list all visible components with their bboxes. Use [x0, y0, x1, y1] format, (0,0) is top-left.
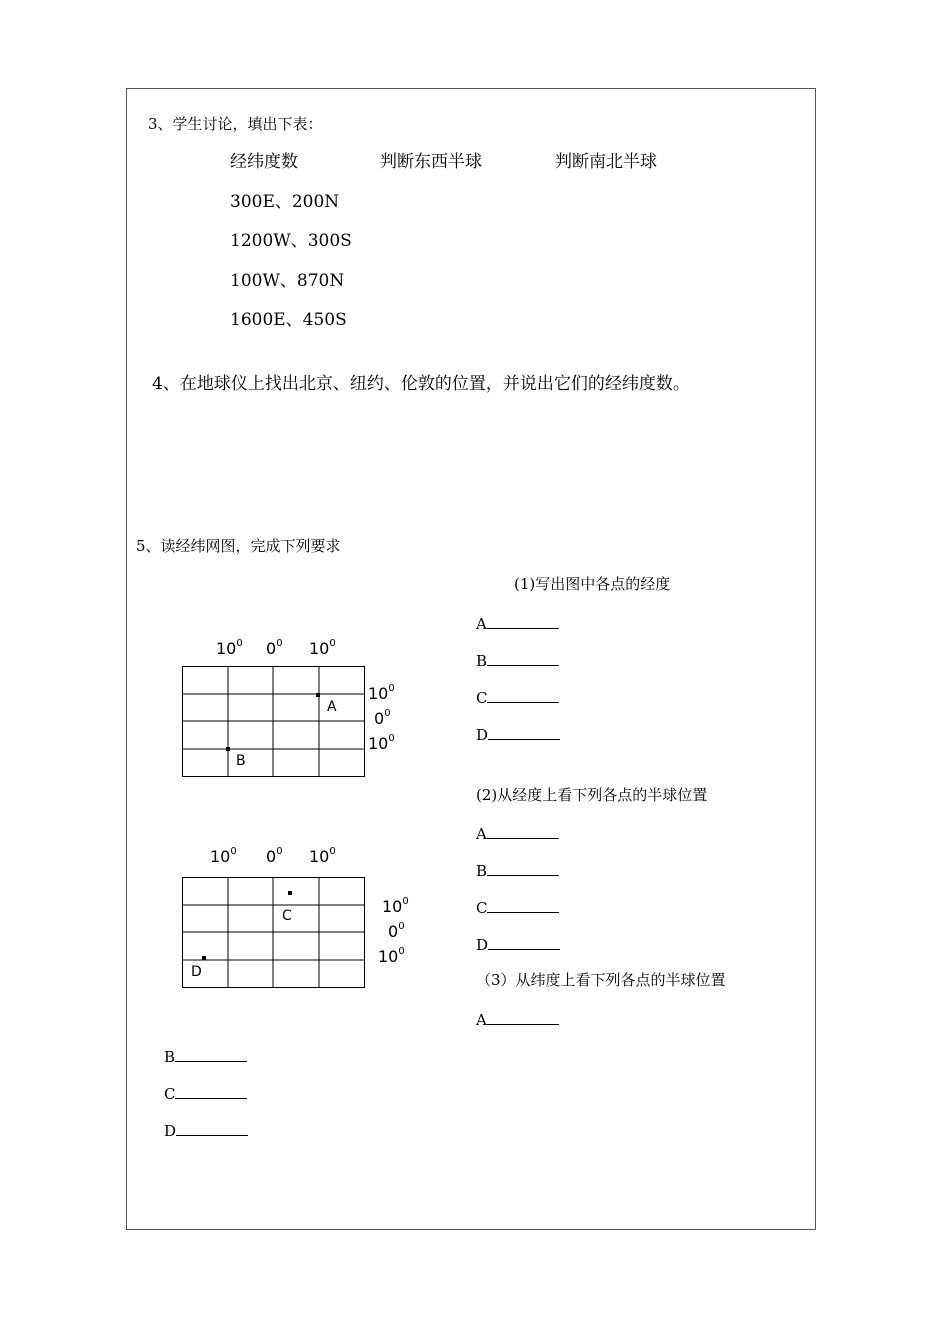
answer-3-a[interactable]: A [476, 1011, 559, 1028]
answer-3-c[interactable]: C [164, 1085, 247, 1102]
map2-lon-label-zero: $0^0$ [266, 846, 283, 866]
answer-1-c[interactable]: C [476, 689, 559, 706]
q3-header-north-south: 判断南北半球 [555, 152, 657, 172]
answer-1-d[interactable]: D [476, 726, 560, 743]
point-d-marker [202, 956, 206, 960]
graticule-grid-1 [182, 666, 366, 778]
q3-row-2: 1200W、300S [230, 231, 352, 251]
map2-lat-label-equator: $0^0$ [388, 921, 405, 941]
answer-1-b[interactable]: B [476, 652, 559, 669]
answer-1-a[interactable]: A [476, 615, 559, 632]
q3-row-3: 100W、870N [230, 271, 345, 291]
map1-lon-label-west: $10^0$ [216, 638, 243, 658]
map2-lon-label-east: $10^0$ [309, 846, 336, 866]
point-d-label: D [191, 964, 202, 980]
map2-lat-label-north: $10^0$ [382, 896, 409, 916]
answer-2-b[interactable]: B [476, 862, 559, 879]
point-c-marker [288, 891, 292, 895]
point-c-label: C [282, 908, 292, 924]
answer-2-a[interactable]: A [476, 825, 559, 842]
q5-sub2: (2)从经度上看下列各点的半球位置 [476, 786, 708, 804]
answer-3-d[interactable]: D [164, 1122, 248, 1139]
answer-2-d[interactable]: D [476, 936, 560, 953]
point-a-marker [316, 693, 320, 697]
map2-lon-label-west: $10^0$ [210, 846, 237, 866]
map1-lon-label-east: $10^0$ [309, 638, 336, 658]
map1-lat-label-equator: $0^0$ [374, 708, 391, 728]
point-b-label: B [236, 753, 246, 769]
map2-lat-label-south: $10^0$ [378, 946, 405, 966]
q5-sub3: （3）从纬度上看下列各点的半球位置 [476, 971, 726, 989]
map1-lat-label-south: $10^0$ [368, 733, 395, 753]
point-a-label: A [327, 699, 337, 715]
graticule-grid-2 [182, 877, 366, 989]
q3-header-coords: 经纬度数 [230, 152, 298, 172]
q3-row-4: 1600E、450S [230, 310, 347, 330]
point-b-marker [226, 747, 230, 751]
answer-2-c[interactable]: C [476, 899, 559, 916]
q3-title: 3、学生讨论，填出下表： [148, 115, 323, 133]
q3-header-east-west: 判断东西半球 [380, 152, 482, 172]
q5-title: 5、读经纬网图，完成下列要求 [136, 537, 341, 555]
map1-lon-label-zero: $0^0$ [266, 638, 283, 658]
q4-text: 4、在地球仪上找出北京、纽约、伦敦的位置，并说出它们的经纬度数。 [152, 374, 690, 394]
q3-row-1: 300E、200N [230, 192, 340, 212]
map1-lat-label-north: $10^0$ [368, 683, 395, 703]
answer-3-b[interactable]: B [164, 1048, 247, 1065]
q5-sub1: (1)写出图中各点的经度 [514, 575, 671, 593]
